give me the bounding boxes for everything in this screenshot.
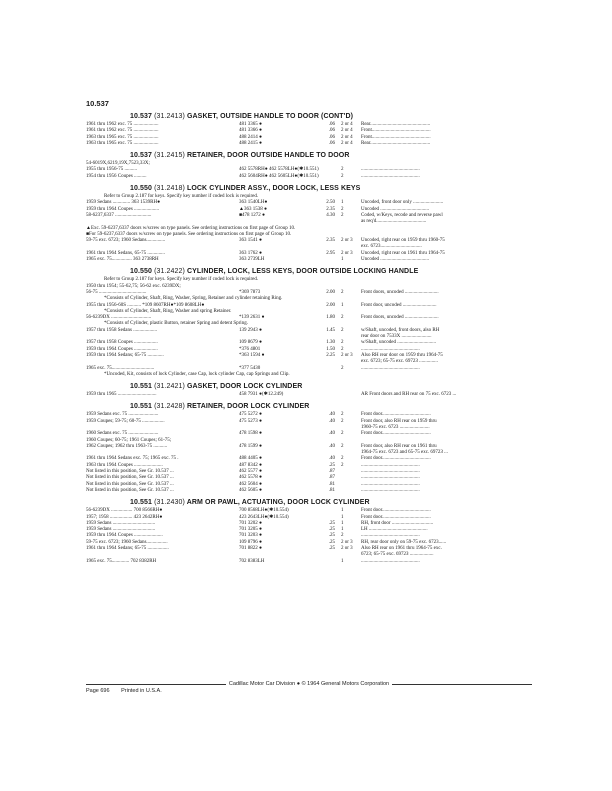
parts-row: [86, 303, 532, 309]
price-cell: .87: [328, 475, 335, 481]
part-number-cell: 363 2739LH: [239, 257, 265, 263]
parts-row: [86, 431, 532, 437]
application-cell: 1959 thru 1964 Coupes ...................: [86, 346, 158, 352]
footer-rule-left: [86, 684, 226, 685]
part-number-cell: 458 7931 ●(✱12.249): [239, 392, 284, 398]
parts-row: [86, 559, 532, 565]
application-cell: 1961 thru 1964 Sedans, 65-75 ..............: [86, 250, 165, 256]
page-footer: [86, 688, 172, 694]
section-ref: (31.2422): [154, 268, 185, 276]
part-number-cell: [239, 219, 309, 225]
description-cell: AR Front doors and RH rear on 75 exc. 6723 ...: [361, 392, 457, 398]
application-cell: 1957 thru 1958 Coupes ...................: [86, 340, 158, 346]
price-cell: .40: [328, 431, 335, 437]
part-number-cell: 109 8679 ●: [239, 340, 263, 346]
quantity-cell: 2: [341, 346, 344, 352]
description-cell: Front door.......................................: [361, 412, 431, 418]
application-cell: 1957; 1958 .................. 423 2642RH●: [86, 514, 163, 520]
price-cell: 1.45: [326, 327, 335, 333]
application-cell: 1959 thru 1964 Sedans; 65-75 .............: [86, 352, 164, 358]
application-cell: Not listed in this position, See Gr. 10.537 ...: [86, 487, 174, 493]
part-number-cell: 701 3205 ●: [239, 527, 263, 533]
part-number-cell: 478 1598 ●: [239, 431, 263, 437]
application-cell: 1959 Sedans exc. 75 ........................: [86, 412, 159, 418]
quantity-cell: 2: [341, 340, 344, 346]
quantity-cell: 2 or 4: [341, 122, 353, 127]
part-number-cell: 475 5272 ●: [239, 412, 263, 418]
section-title: GASKET, DOOR LOCK CYLINDER: [186, 383, 303, 391]
description-cell: ...............................................: [361, 346, 420, 352]
section-ref: (31.2413): [154, 113, 185, 120]
price-cell: .40: [328, 412, 335, 418]
section-title: RETAINER, DOOR LOCK CYLINDER: [186, 403, 310, 411]
application-cell: 1965 exc. 75.............. 702 8382RH: [86, 558, 157, 564]
application-cell: 58-6237,6337 .............................: [86, 212, 152, 218]
quantity-cell: 2: [341, 315, 344, 321]
application-cell: 56-6239DX ................. 700 8566RH●: [86, 508, 163, 514]
section-heading: [130, 383, 532, 390]
price-cell: .25: [328, 546, 335, 552]
part-number-cell: 488 2415 ●: [239, 140, 263, 146]
part-number-cell: 363 1540LH●: [239, 200, 268, 206]
description-cell: 1960-75 exc. 6723 ........................: [361, 424, 430, 430]
quantity-cell: 2: [341, 533, 344, 539]
part-number-cell: 701 8822 ●: [239, 546, 263, 552]
application-cell: 1963 thru 1964 Coupes .......................: [86, 462, 163, 468]
quantity-cell: 1: [341, 200, 344, 206]
page-number-bottom: Page 696: [86, 688, 110, 694]
part-number-cell: 462 5577 ●: [239, 469, 263, 475]
description-cell: Front door.......................................: [361, 514, 431, 520]
description-cell: w/Shaft, uncoded ...............................: [361, 340, 436, 346]
part-number-cell: 475 5273 ●: [239, 418, 263, 424]
quantity-cell: 1: [341, 302, 344, 308]
note-line: 1950 thru 1954; 55-62,75; 56-62 exc. 6239DX;: [86, 283, 181, 289]
quantity-cell: 1: [341, 508, 344, 514]
footer-division-line: [86, 681, 532, 687]
application-cell: 1954 thru 1956 Coupes ..........: [86, 173, 147, 179]
description-cell: ...............................................: [361, 481, 420, 487]
part-number-cell: *369 7873: [239, 289, 261, 295]
price-cell: 4.30: [326, 212, 335, 218]
application-cell: Not listed in this position, See Gr. 10.537 ...: [86, 475, 174, 481]
part-number-cell: 363 1541 ●: [239, 238, 263, 244]
part-number-cell: 478 1599 ●: [239, 443, 263, 449]
part-number-cell: 462 5578 ●: [239, 475, 263, 481]
application-cell: 1963 thru 1965 exc. 75 ....................: [86, 134, 159, 140]
price-cell: 2.00: [326, 302, 335, 308]
section-ref: (31.2418): [154, 185, 185, 193]
footer-rule-right: [392, 684, 532, 685]
price-cell: [309, 219, 341, 225]
quantity-cell: 2 or 3: [341, 539, 353, 545]
quantity-cell: 2 or 4: [341, 134, 353, 140]
parts-row: [86, 257, 532, 263]
description-cell: LH ...............................................: [361, 527, 428, 533]
part-number-cell: 109 8796 ●: [239, 539, 263, 545]
section-number: 10.551: [130, 383, 153, 391]
description-cell: Uncoded, right rear on 1961 thru 1964-75: [361, 250, 445, 256]
description-cell: Rear................................................: [361, 122, 431, 127]
section-heading: [130, 499, 532, 506]
section-ref: (31.2430): [154, 499, 185, 507]
description-cell: ...............................................: [361, 365, 420, 371]
quantity-cell: 1: [341, 558, 344, 564]
price-cell: 1.30: [326, 340, 335, 346]
section-ref: (31.2415): [154, 152, 185, 160]
quantity-cell: 1: [341, 527, 344, 533]
price-cell: .81: [328, 487, 335, 493]
description-cell: Front...............................................: [361, 134, 431, 140]
note-line: *Consists of Cylinder, Shaft, Ring, Washer, Spring, Retainer and cylinder retaining Ring.: [104, 296, 283, 302]
parts-row: [86, 174, 532, 180]
part-number-cell: 702 8383LH: [239, 558, 265, 564]
part-number-cell: 481 3365 ●: [239, 122, 263, 127]
quantity-cell: 1: [341, 257, 344, 263]
quantity-cell: 2: [341, 365, 344, 371]
description-cell: Front door, uncoded ...........................: [361, 302, 437, 308]
application-cell: 1961 thru 1962 exc. 75 ....................: [86, 122, 159, 127]
application-cell: 1959 Sedans ..................................: [86, 527, 156, 533]
description-cell: Uncoded .......................................: [361, 206, 430, 212]
price-cell: 2.00: [326, 289, 335, 295]
price-cell: .25: [328, 520, 335, 526]
application-cell: 1959 Sedans ..................................: [86, 520, 156, 526]
part-number-cell: 700 8568LH●(✱10.554): [239, 508, 289, 514]
price-cell: 2.95: [326, 250, 335, 256]
part-number-cell: *376 4801: [239, 346, 261, 352]
description-cell: Front door, also RH rear on 1961 thru: [361, 443, 437, 449]
price-cell: .25: [328, 462, 335, 468]
part-number-cell: 462 5604RH● 462 5605LH●(✱10.551): [239, 173, 319, 179]
application-cell: 1959 Coupes; 59-75; 60-75 ..................: [86, 418, 165, 424]
part-number-cell: 139 2943 ●: [239, 327, 263, 333]
section-number: 10.537: [130, 152, 153, 160]
price-cell: .25: [328, 527, 335, 533]
application-cell: 1959 thru 1964 Coupes ....................: [86, 206, 160, 212]
application-cell: 1955 thru 1956-60S ........... *109 8607RH●*109 8608LH●: [86, 302, 205, 308]
quantity-cell: 2 or 3: [341, 546, 353, 552]
quantity-cell: [341, 392, 361, 398]
part-number-cell: ■478 1272 ●: [239, 212, 266, 218]
quantity-cell: 2: [341, 212, 344, 218]
footer-division-text: Cadillac Motor Car Division ● © 1964 General Motors Corporation: [228, 681, 390, 687]
section-ref: (31.2428): [154, 403, 185, 411]
application-cell: 1965 exc. 75................ 363 2738RH: [86, 257, 159, 263]
price-cell: [309, 174, 341, 180]
application-cell: 1959 thru 1965 ...............................: [86, 392, 157, 398]
section-title: GASKET, OUTSIDE HANDLE TO DOOR (CONT'D): [186, 113, 354, 120]
price-cell: [309, 392, 341, 398]
description-cell: as req'd........................................: [361, 219, 427, 225]
description-cell: ...............................................: [361, 167, 420, 173]
description-cell: Front door, also RH rear on 1959 thru: [361, 418, 437, 424]
application-cell: 59-75 exc. 6723; 1960 Sedans.................: [86, 539, 168, 545]
price-cell: 1.50: [326, 346, 335, 352]
section-number: 10.550: [130, 268, 153, 276]
price-cell: .40: [328, 456, 335, 462]
description-cell: ...............................................: [361, 475, 420, 481]
quantity-cell: 2: [341, 206, 344, 212]
description-cell: ...............................................: [361, 462, 420, 468]
price-cell: 2.35: [326, 238, 335, 244]
part-number-cell: 701 3203 ●: [239, 533, 263, 539]
page-number-top: 10.537: [86, 99, 109, 108]
section-heading: [130, 152, 532, 159]
part-number-cell: ▲363 1538 ●: [239, 206, 267, 212]
section-number: 10.551: [130, 403, 153, 411]
price-cell: [309, 257, 341, 263]
description-cell: Uncoded, front door only ........................: [361, 200, 444, 206]
note-line: *Uncoded, Kit, consists of lock Cylinder, case Cap, lock cylinder Cap, cap Springs and Clip.: [104, 371, 290, 377]
application-cell: Not listed in this position, See Gr. 10.537 ...: [86, 481, 174, 487]
quantity-cell: 2 or 3: [341, 352, 353, 358]
description-cell: exc. 6723; 65-75 exc. 6972З ...............: [361, 359, 438, 365]
price-cell: .06: [328, 122, 335, 127]
parts-catalog-body: [86, 108, 532, 565]
note-line: ■For 59-6237,6337 doors w/screw on type panels. See ordering instructions on first page of Group 10.: [86, 231, 292, 237]
quantity-cell: 1: [341, 520, 344, 526]
price-cell: 2.35: [326, 206, 335, 212]
price-cell: 2.50: [326, 200, 335, 206]
part-number-cell: 363 1762 ●: [239, 250, 263, 256]
part-number-cell: [239, 303, 309, 309]
section-ref: (31.2421): [154, 383, 185, 391]
printed-in: Printed in U.S.A.: [121, 688, 162, 694]
description-cell: Coded, w/Keys, recode and reverse pawl: [361, 212, 443, 218]
part-number-cell: 423 2643LH●(✱10.554): [239, 514, 289, 520]
application-cell: 59-75 exc. 6723; 1960 Sedans...............: [86, 238, 166, 244]
description-cell: ...............................................: [361, 558, 420, 564]
section-heading: [130, 185, 532, 192]
price-cell: 2.25: [326, 352, 335, 358]
section-title: ARM OR PAWL, ACTUATING, DOOR LOCK CYLINDER: [186, 499, 370, 507]
description-cell: Also RH rear on 1961 thru 1964-75 exc.: [361, 546, 442, 552]
section-number: 10.551: [130, 499, 153, 507]
quantity-cell: 2: [341, 456, 344, 462]
part-number-cell: *377 5430: [239, 365, 261, 371]
part-number-cell: 481 3366 ●: [239, 128, 263, 134]
section-heading: [130, 403, 532, 410]
quantity-cell: 2 or 3: [341, 250, 353, 256]
note-line: 1960 Coupes; 60-75; 1961 Coupes; 61-75;: [86, 437, 172, 443]
part-number-cell: 488 2414 ●: [239, 134, 263, 140]
section-title: CYLINDER, LOCK, LESS KEYS, DOOR OUTSIDE LOCKING HANDLE: [186, 268, 419, 276]
description-cell: Front door.......................................: [361, 456, 431, 462]
description-cell: Front door.......................................: [361, 431, 431, 437]
application-cell: 1955 thru 1956-75 ..........: [86, 167, 137, 173]
quantity-cell: 2: [341, 167, 344, 173]
quantity-cell: [341, 219, 361, 225]
note-line: Refer to Group 2.187 for keys. Specify key number if coded lock is required.: [104, 277, 259, 283]
description-cell: 1964-75 exc. 6723 and 65-75 exc. 6972З ...: [361, 450, 448, 456]
parts-row: [86, 488, 532, 494]
parts-row: [86, 219, 532, 225]
quantity-cell: 1: [341, 514, 344, 520]
price-cell: .81: [328, 481, 335, 487]
section-number: 10.537: [130, 113, 153, 120]
price-cell: .06: [328, 128, 335, 134]
description-cell: w/Shaft, uncoded, front doors, also RH: [361, 327, 440, 333]
part-number-cell: 462 5604 ●: [239, 481, 263, 487]
quantity-cell: [341, 488, 361, 494]
part-number-cell: 462 5578RH● 462 5578LH●(✱10.551): [239, 167, 319, 173]
description-cell: Uncoded .......................................: [361, 257, 430, 263]
description-cell: rear door on 7533X ........................: [361, 334, 432, 340]
description-cell: ...............................................: [361, 173, 420, 179]
part-number-cell: *363 1594 ●: [239, 352, 265, 358]
application-cell: 56-75 ......................................: [86, 289, 147, 295]
quantity-cell: 2 or 4: [341, 140, 353, 146]
description-cell: RH, rear door only on 59-75 exc. 6723......: [361, 539, 447, 545]
quantity-cell: 2: [341, 443, 344, 449]
application-cell: 56-6239DX ................................: [86, 315, 152, 321]
price-cell: .25: [328, 539, 335, 545]
application-cell: 1965 exc. 75..................................: [86, 365, 155, 371]
part-number-cell: *139 2631 ●: [239, 315, 265, 321]
quantity-cell: 2: [341, 462, 344, 468]
price-cell: .25: [328, 533, 335, 539]
application-cell: [86, 219, 239, 225]
parts-row: [86, 392, 532, 398]
application-cell: 1960 Sedans exc. 75 ........................: [86, 431, 159, 437]
description-cell: Rear................................................: [361, 140, 431, 146]
description-cell: ...............................................: [361, 533, 420, 539]
description-cell: Front door.......................................: [361, 508, 431, 514]
application-cell: 1959 thru 1964 Coupes .......................: [86, 533, 163, 539]
description-cell: Front...............................................: [361, 128, 431, 134]
price-cell: .06: [328, 140, 335, 146]
description-cell: ...............................................: [361, 469, 420, 475]
price-cell: [309, 366, 341, 372]
parts-row: [86, 141, 532, 147]
quantity-cell: 2: [341, 327, 344, 333]
part-number-cell: 462 5605 ●: [239, 487, 263, 493]
note-line: *Consists of Cylinder, plastic Button, retainer Spring and detent Spring.: [104, 321, 248, 327]
note-line: 54-6019X,6219,19X,7523,33X;: [86, 161, 150, 167]
price-cell: .06: [328, 134, 335, 140]
price-cell: .40: [328, 418, 335, 424]
section-title: LOCK CYLINDER ASSY., DOOR LOCK, LESS KEYS: [186, 185, 361, 193]
description-cell: Also RH rear door on 1959 thru 1964-75: [361, 352, 443, 358]
parts-row: [86, 366, 532, 372]
quantity-cell: 2: [341, 418, 344, 424]
description-cell: Uncoded, right rear on 1959 thru 1960-75: [361, 238, 445, 244]
part-number-cell: 701 3202 ●: [239, 520, 263, 526]
part-number-cell: 487 8342 ●: [239, 462, 263, 468]
application-cell: 1957 thru 1958 Sedans ...................: [86, 327, 157, 333]
description-cell: Front doors, uncoded ...........................: [361, 315, 439, 321]
section-number: 10.550: [130, 185, 153, 193]
quantity-cell: 2: [341, 431, 344, 437]
application-cell: 1961 thru 1962 exc. 75 ....................: [86, 128, 159, 134]
price-cell: .40: [328, 443, 335, 449]
description-cell: ...............................................: [361, 487, 420, 493]
section-heading: [130, 113, 532, 120]
price-cell: [309, 559, 341, 565]
section-heading: [130, 268, 532, 275]
quantity-cell: 2: [341, 173, 344, 179]
price-cell: .87: [328, 469, 335, 475]
note-line: ▲Exc. 59-6237,6337 doors w/screw on type panels. See ordering instructions on first page of Group 10.: [86, 225, 296, 231]
quantity-cell: 2 or 4: [341, 128, 353, 134]
note-line: Refer to Group 2.187 for keys. Specify key number if coded lock is required.: [104, 194, 259, 200]
description-cell: RH, front door .................................: [361, 520, 434, 526]
application-cell: 1962 Coupes; 1962 thru 1963-75 ...........: [86, 443, 168, 449]
application-cell: Not listed in this position, See Gr. 10.537 ...: [86, 469, 174, 475]
description-cell: Front doors, uncoded ...........................: [361, 289, 439, 295]
application-cell: 1961 thru 1964 Sedans; 65-75 .................: [86, 546, 169, 552]
application-cell: 1963 thru 1965 exc. 75 ....................: [86, 140, 159, 146]
application-cell: 1961 thru 1964 Sedans exc. 75; 1965 exc. 75 .: [86, 456, 179, 462]
note-line: *Consists of Cylinder, Shaft, Ring, Washer and spring Retainer.: [104, 308, 232, 314]
part-number-cell: 488 4405 ●: [239, 456, 263, 462]
description-cell: 6723; 65-75 exc. 6972З ...................: [361, 552, 434, 558]
quantity-cell: 2 or 3: [341, 238, 353, 244]
quantity-cell: 2: [341, 289, 344, 295]
description-cell: exc. 6723.................................: [361, 244, 422, 250]
application-cell: 1959 Sedans .............. 363 1539RH●: [86, 200, 161, 206]
price-cell: 1.80: [326, 315, 335, 321]
quantity-cell: 2: [341, 412, 344, 418]
section-title: RETAINER, DOOR OUTSIDE HANDLE TO DOOR: [186, 152, 350, 160]
